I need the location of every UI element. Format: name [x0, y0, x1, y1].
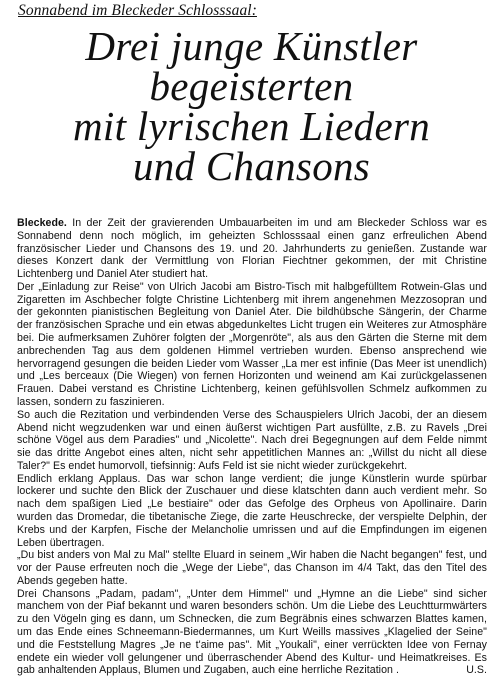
headline-line-4: und Chansons: [132, 143, 371, 189]
headline-line-3: mit lyrischen Liedern: [72, 103, 431, 149]
paragraph-text: In der Zeit der gravierenden Umbauarbeiten im und am Bleckeder Schloss war es Sonnabend denn noch möglich, im geheizten Schlosssaal einen ganz erfreulichen Abend französischer Lieder und Chansons des 19. und 20. Jahrhunderts zu genießen. Zustande war dieses Konzert dank der Vermittlung von Florian Fiechtner gekommen, der mit Christine Lichtenberg und Daniel Ater studiert hat.: [17, 217, 487, 281]
article-paragraph: [17, 217, 487, 281]
kicker: Sonnabend im Bleckeder Schlosssaal:: [18, 2, 257, 19]
dateline: Bleckede.: [17, 217, 67, 229]
article-paragraph: Der „Einladung zur Reise" von Ulrich Jacobi am Bistro-Tisch mit halbgefülltem Rotwein-Glas und Zigaretten im Aschbecher folgte Christine Lichtenberg mit ihrem angenehmen Mezzosopran und der gekonnten pianistischen Begleitung von Daniel Ater. Die bildhübsche Sängerin, der Charme der französischen Sprache und ein etwas abgedunkeltes Licht trugen ein Weiteres zur Atmosphäre bei. Die aufmerksamen Zuhörer folgten der „Morgenröte", als aus den Gärten die Sterne mit dem anbrechenden Tag aus dem goldenen Himmel vertrieben wurden. Ebenso ansprechend wie hervorragend gesungen die beiden Lieder vom Wasser „La mer est infinie (Das Meer ist unendlich) und „Les berceaux (Die Wiegen) von fernen Horizonten und weinend am Kai zurückgelassenen Frauen. Dabei verstand es Christine Lichtenberg, keinen gefühlsvollen Schmelz aufkommen zu lassen, sondern zu faszinieren.: [17, 280, 487, 408]
article-body: [17, 217, 487, 677]
headline: [0, 23, 503, 189]
paragraph-text: Drei Chansons „Padam, padam", „Unter dem Himmel" und „Hymne an die Liebe" sind sicher manchem von der Piaf bekannt und waren besonders schön. Um die Liebe des Leuchtturmwärters zu den Vögeln ging es dann, um Schnecken, die zum Begräbnis eines schwarzen Blattes kamen, um das Ende eines Schneemann-Biedermannes, um Kurt Weills massives „Klagelied der Seine" und die Feststellung Magres „Je ne t'aime pas". Mit „Youkali", einer verrückten Idee von Fernay endete ein wieder voll gelungener und überraschender Abend des Kultur- und Heimatkreises. Es gab anhaltenden Applaus, Blumen und Zugaben, auch eine herrliche Rezitation .: [17, 587, 487, 677]
headline-line-2: begeisterten: [149, 63, 354, 109]
headline-line-1: Drei junge Künstler: [85, 23, 418, 69]
author-signature: U.S.: [466, 664, 487, 677]
article-paragraph: [17, 588, 487, 677]
article-paragraph: „Du bist anders von Mal zu Mal" stellte Eluard in seinem „Wir haben die Nacht begangen" fest, und vor der Pause erfreuten noch die „Wege der Liebe", das Chanson im 4/4 Takt, das den Titel des Abends gegeben hatte.: [17, 549, 487, 587]
article-paragraph: Endlich erklang Applaus. Das war schon lange verdient; die junge Künstlerin wurde spürbar lockerer und suchte den Blick der Zuschauer und diese klatschten dann auch verdient mehr. So nach dem spaßigen Lied „Le bestiaire" oder das Gefolge des Orpheus von Apollinaire. Darin wurden das Dromedar, die tibetanische Ziege, die zarte Heuschrecke, der verspielte Delphin, der Krebs und der Karpfen, Fische der Melancholie umrissen und auf die Empfindungen im eigenen Leben übertragen.: [17, 472, 487, 549]
article-paragraph: So auch die Rezitation und verbindenden Verse des Schauspielers Ulrich Jacobi, der an diesem Abend nicht wegzudenken war und einen äußerst wichtigen Part ausfüllte, z.B. zu Ravels „Drei schöne Vögel aus dem Paradies" und „Nicolette". Nach drei Begegnungen auf dem Felde nimmt sie das dritte Angebot eines alten, nicht sehr appetitlichen Mannes an: „Willst du nicht all diese Taler?" Es endet humorvoll, tiefsinnig: Aufs Feld ist sie nicht wieder zurückgekehrt.: [17, 408, 487, 472]
